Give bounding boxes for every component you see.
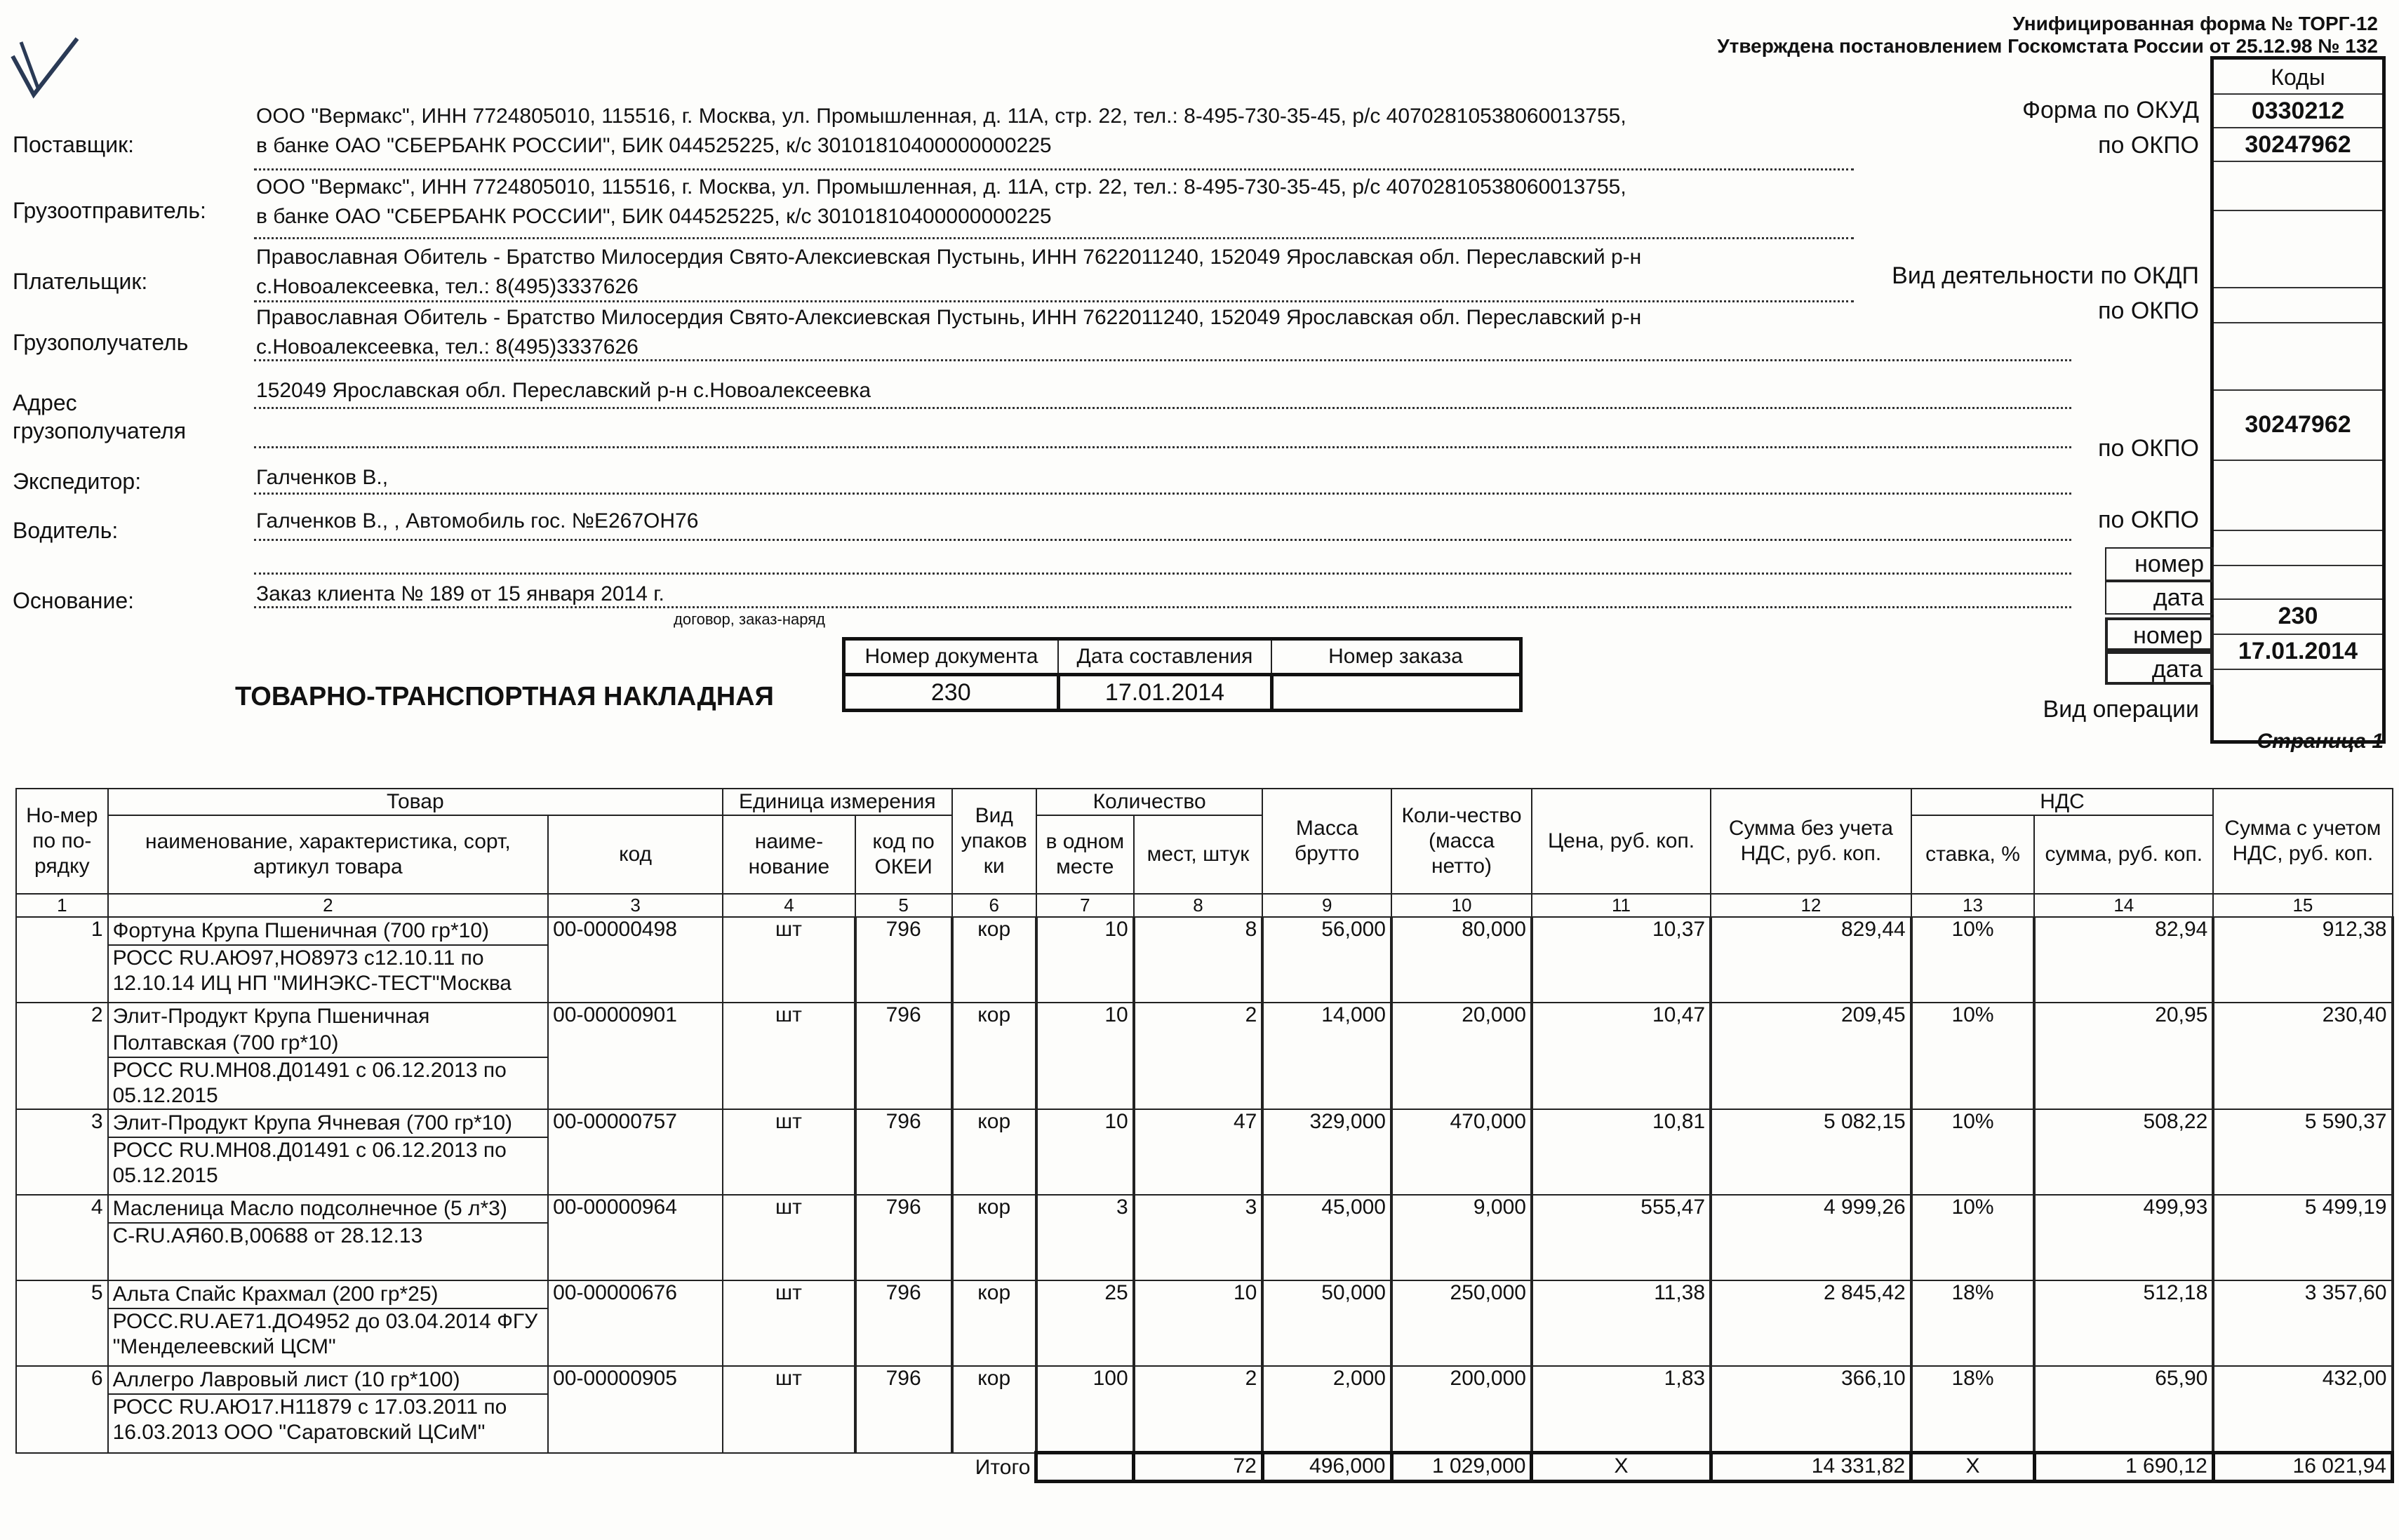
cell-sum: 5 082,15 xyxy=(1711,1109,1911,1195)
goods-name: Элит-Продукт Крупа Пшеничная Полтавская (700 гр*10) xyxy=(112,1005,430,1054)
cell-places: 3 xyxy=(1134,1195,1263,1280)
form-name: Унифицированная форма № ТОРГ-12 xyxy=(2012,13,2378,34)
shipper-line1: ООО "Вермакс", ИНН 7724805010, 115516, г. Москва, ул. Промышленная, д. 11А, стр. 22, тел.: 8-495-730-35-45, р/с 40702810538060013755, xyxy=(256,175,1626,199)
col-unit-okei: код по ОКЕИ xyxy=(855,815,952,894)
col-number: 15 xyxy=(2213,894,2392,917)
cell-net: 250,000 xyxy=(1391,1280,1532,1366)
okpo2-label: по ОКПО xyxy=(2098,297,2199,324)
table-row xyxy=(16,1109,2393,1195)
col-net: Коли-чество (масса нетто) xyxy=(1391,789,1532,894)
cell-pack: кор xyxy=(952,1003,1036,1109)
cell-net: 80,000 xyxy=(1391,917,1532,1003)
col-number: 10 xyxy=(1391,894,1532,917)
col-sum: Сумма без учета НДС, руб. коп. xyxy=(1711,789,1911,894)
col-price: Цена, руб. коп. xyxy=(1532,789,1711,894)
data2-value: 17.01.2014 xyxy=(2214,634,2382,670)
col-number: 2 xyxy=(108,894,549,917)
goods-name-cell xyxy=(108,1280,549,1366)
cell-vat: 512,18 xyxy=(2034,1280,2213,1366)
cell-okei: 796 xyxy=(855,1195,952,1280)
forwarder-value: Галченков В., xyxy=(256,466,389,489)
cell-unit: шт xyxy=(723,1195,855,1280)
cell-code: 00-00000905 xyxy=(548,1366,723,1453)
cell-net: 20,000 xyxy=(1391,1003,1532,1109)
supplier-line2: в банке ОАО "СБЕРБАНК РОССИИ", БИК 044525225, к/с 30101810400000000225 xyxy=(256,134,1052,157)
cell-rate: 10% xyxy=(1911,917,2034,1003)
col-goods: Товар xyxy=(108,789,723,815)
cell-net: 200,000 xyxy=(1391,1366,1532,1453)
totals-total: 16 021,94 xyxy=(2213,1453,2392,1482)
cell-rate: 10% xyxy=(1911,1109,2034,1195)
payer-line1: Православная Обитель - Братство Милосердия Свято-Алексиевская Пустынь, ИНН 7622011240, 152049 Ярославская обл. Переславский р-н xyxy=(256,246,1642,269)
cell-rate: 10% xyxy=(1911,1003,2034,1109)
cell-pack: кор xyxy=(952,1366,1036,1453)
cell-pack: кор xyxy=(952,917,1036,1003)
totals-row xyxy=(16,1453,2393,1482)
doc-order-header: Номер заказа xyxy=(1271,639,1521,675)
cell-total: 5 590,37 xyxy=(2213,1109,2392,1195)
cell-gross: 45,000 xyxy=(1262,1195,1391,1280)
nomer-label: номер xyxy=(2105,547,2214,581)
cell-gross: 2,000 xyxy=(1262,1366,1391,1453)
col-vat: НДС xyxy=(1911,789,2214,815)
forwarder-label: Экспедитор: xyxy=(13,469,142,494)
cell-price: 10,81 xyxy=(1532,1109,1711,1195)
totals-vat: 1 690,12 xyxy=(2034,1453,2213,1482)
totals-sum: 14 331,82 xyxy=(1711,1453,1911,1482)
form-approval: Утверждена постановлением Госкомстата России от 25.12.98 № 132 xyxy=(1717,35,2378,57)
col-number: 13 xyxy=(1911,894,2034,917)
cell-vat: 82,94 xyxy=(2034,917,2213,1003)
cell-code: 00-00000757 xyxy=(548,1109,723,1195)
cell-code: 00-00000676 xyxy=(548,1280,723,1366)
col-qty-in-place: в одном месте xyxy=(1036,815,1134,894)
document-header-table xyxy=(842,637,1523,712)
goods-name: Альта Спайс Крахмал (200 гр*25) xyxy=(112,1283,439,1306)
okpo-label: по ОКПО xyxy=(2098,132,2199,159)
operation-label: Вид операции xyxy=(2043,696,2199,723)
col-goods-code: код xyxy=(548,815,723,894)
cell-vat: 65,90 xyxy=(2034,1366,2213,1453)
nomer2-value: 230 xyxy=(2214,598,2382,635)
col-number: 5 xyxy=(855,894,952,917)
goods-name-cell xyxy=(108,1195,549,1280)
col-unit: Единица измерения xyxy=(723,789,951,815)
col-qty-places: мест, штук xyxy=(1134,815,1263,894)
doc-number-value: 230 xyxy=(844,675,1059,711)
col-number: 8 xyxy=(1134,894,1263,917)
codes-block xyxy=(2210,56,2386,744)
address-value: 152049 Ярославская обл. Переславский р-н с.Новоалексеевка xyxy=(256,379,871,402)
goods-certificate: С-RU.АЯ60.В,00688 от 28.12.13 xyxy=(109,1222,548,1249)
shipper-line2: в банке ОАО "СБЕРБАНК РОССИИ", БИК 044525225, к/с 30101810400000000225 xyxy=(256,205,1052,228)
cell-sum: 366,10 xyxy=(1711,1366,1911,1453)
col-pack: Вид упаков ки xyxy=(952,789,1036,894)
goods-name-cell xyxy=(108,917,549,1003)
goods-name-cell xyxy=(108,1003,549,1109)
cell-okei: 796 xyxy=(855,1003,952,1109)
consignee-line1: Православная Обитель - Братство Милосердия Свято-Алексиевская Пустынь, ИНН 7622011240, 152049 Ярославская обл. Переславский р-н xyxy=(256,306,1642,329)
goods-name: Фортуна Крупа Пшеничная (700 гр*10) xyxy=(112,919,490,942)
cell-sum: 209,45 xyxy=(1711,1003,1911,1109)
cell-gross: 329,000 xyxy=(1262,1109,1391,1195)
cell-total: 3 357,60 xyxy=(2213,1280,2392,1366)
col-number: 14 xyxy=(2034,894,2213,917)
doc-date-header: Дата составления xyxy=(1058,639,1271,675)
table-row xyxy=(16,917,2393,1003)
col-rownum: Но-мер по по-рядку xyxy=(16,789,108,894)
basis-hint: договор, заказ-наряд xyxy=(674,610,825,628)
col-number: 1 xyxy=(16,894,108,917)
cell-per: 3 xyxy=(1036,1195,1134,1280)
goods-name-cell xyxy=(108,1109,549,1195)
codes-title: Коды xyxy=(2214,60,2382,95)
cell-unit: шт xyxy=(723,1003,855,1109)
table-row xyxy=(16,1195,2393,1280)
cell-per: 10 xyxy=(1036,1109,1134,1195)
cell-n: 1 xyxy=(16,917,108,1003)
cell-price: 1,83 xyxy=(1532,1366,1711,1453)
cell-rate: 18% xyxy=(1911,1280,2034,1366)
cell-rate: 10% xyxy=(1911,1195,2034,1280)
cell-okei: 796 xyxy=(855,1109,952,1195)
cell-gross: 56,000 xyxy=(1262,917,1391,1003)
okpo-value: 30247962 xyxy=(2214,127,2382,162)
cell-code: 00-00000901 xyxy=(548,1003,723,1109)
driver-label: Водитель: xyxy=(13,518,119,543)
okpo4-label: по ОКПО xyxy=(2098,507,2199,533)
cell-places: 2 xyxy=(1134,1003,1263,1109)
goods-table xyxy=(15,788,2394,1483)
document-title: ТОВАРНО-ТРАНСПОРТНАЯ НАКЛАДНАЯ xyxy=(235,682,774,711)
cell-total: 432,00 xyxy=(2213,1366,2392,1453)
col-unit-name: наиме-нование xyxy=(723,815,855,894)
page-number: Страница 1 xyxy=(2257,730,2384,753)
goods-certificate: РОСС RU.АЮ97,НО8973 с12.10.11 по 12.10.14 ИЦ НП "МИНЭКС-ТЕСТ"Москва xyxy=(109,944,548,996)
shipper-label: Грузоотправитель: xyxy=(13,198,206,223)
consignee-line2: с.Новоалексеевка, тел.: 8(495)3337626 xyxy=(256,335,639,359)
payer-line2: с.Новоалексеевка, тел.: 8(495)3337626 xyxy=(256,275,639,298)
cell-price: 10,47 xyxy=(1532,1003,1711,1109)
cell-per: 25 xyxy=(1036,1280,1134,1366)
cell-sum: 829,44 xyxy=(1711,917,1911,1003)
cell-places: 10 xyxy=(1134,1280,1263,1366)
col-quantity: Количество xyxy=(1036,789,1262,815)
cell-unit: шт xyxy=(723,1280,855,1366)
col-number: 12 xyxy=(1711,894,1911,917)
cell-okei: 796 xyxy=(855,1280,952,1366)
col-total: Сумма с учетом НДС, руб. коп. xyxy=(2213,789,2392,894)
cell-per: 10 xyxy=(1036,917,1134,1003)
table-row xyxy=(16,1280,2393,1366)
cell-price: 555,47 xyxy=(1532,1195,1711,1280)
data-label: дата xyxy=(2105,581,2214,615)
basis-label: Основание: xyxy=(13,588,135,613)
okdp-label: Вид деятельности по ОКДП xyxy=(1892,262,2199,289)
cell-price: 11,38 xyxy=(1532,1280,1711,1366)
cell-total: 912,38 xyxy=(2213,917,2392,1003)
goods-name-cell xyxy=(108,1366,549,1453)
goods-certificate: РОСС RU.МН08.Д01491 с 06.12.2013 по 05.12.2015 xyxy=(109,1137,548,1189)
col-number: 7 xyxy=(1036,894,1134,917)
check-mark-icon xyxy=(7,28,84,105)
cell-sum: 2 845,42 xyxy=(1711,1280,1911,1366)
cell-gross: 50,000 xyxy=(1262,1280,1391,1366)
cell-gross: 14,000 xyxy=(1262,1003,1391,1109)
cell-rate: 18% xyxy=(1911,1366,2034,1453)
col-vat-sum: сумма, руб. коп. xyxy=(2034,815,2213,894)
totals-net: 1 029,000 xyxy=(1391,1453,1532,1482)
address-label-1: Адрес xyxy=(13,390,77,415)
goods-certificate: РОСС.RU.АЕ71.ДО4952 до 03.04.2014 ФГУ "Менделеевский ЦСМ" xyxy=(109,1308,548,1360)
totals-rate: X xyxy=(1911,1453,2034,1482)
goods-name: Аллегро Лавровый лист (10 гр*100) xyxy=(112,1368,460,1391)
totals-places: 72 xyxy=(1134,1453,1263,1482)
doc-order-value xyxy=(1271,675,1521,711)
cell-unit: шт xyxy=(723,1109,855,1195)
consignee-label: Грузополучатель xyxy=(13,330,189,355)
cell-n: 3 xyxy=(16,1109,108,1195)
goods-certificate: РОСС RU.МН08.Д01491 с 06.12.2013 по 05.12.2015 xyxy=(109,1057,548,1109)
supplier-line1: ООО "Вермакс", ИНН 7724805010, 115516, г. Москва, ул. Промышленная, д. 11А, стр. 22, тел.: 8-495-730-35-45, р/с 40702810538060013755, xyxy=(256,105,1626,128)
cell-vat: 508,22 xyxy=(2034,1109,2213,1195)
cell-n: 6 xyxy=(16,1366,108,1453)
cell-code: 00-00000964 xyxy=(548,1195,723,1280)
totals-price: X xyxy=(1532,1453,1711,1482)
col-gross: Масса брутто xyxy=(1262,789,1391,894)
address-label-2: грузополучателя xyxy=(13,418,187,443)
goods-certificate: РОСС RU.АЮ17.Н11879 с 17.03.2011 по 16.03.2013 ООО "Саратовский ЦСиМ" xyxy=(109,1393,548,1445)
cell-net: 470,000 xyxy=(1391,1109,1532,1195)
cell-n: 4 xyxy=(16,1195,108,1280)
cell-per: 10 xyxy=(1036,1003,1134,1109)
okpo3-value: 30247962 xyxy=(2214,389,2382,461)
cell-places: 2 xyxy=(1134,1366,1263,1453)
cell-n: 2 xyxy=(16,1003,108,1109)
cell-per: 100 xyxy=(1036,1366,1134,1453)
cell-places: 8 xyxy=(1134,917,1263,1003)
cell-n: 5 xyxy=(16,1280,108,1366)
cell-okei: 796 xyxy=(855,1366,952,1453)
supplier-label: Поставщик: xyxy=(13,132,134,157)
cell-total: 230,40 xyxy=(2213,1003,2392,1109)
okpo3-label: по ОКПО xyxy=(2098,435,2199,462)
cell-places: 47 xyxy=(1134,1109,1263,1195)
doc-number-header: Номер документа xyxy=(844,639,1059,675)
okud-value: 0330212 xyxy=(2214,93,2382,128)
cell-unit: шт xyxy=(723,1366,855,1453)
totals-label: Итого xyxy=(16,1453,1036,1482)
cell-okei: 796 xyxy=(855,917,952,1003)
cell-unit: шт xyxy=(723,917,855,1003)
data2-label: дата xyxy=(2105,651,2214,685)
basis-value: Заказ клиента № 189 от 15 января 2014 г. xyxy=(256,582,664,605)
cell-total: 5 499,19 xyxy=(2213,1195,2392,1280)
col-number: 6 xyxy=(952,894,1036,917)
col-number: 9 xyxy=(1262,894,1391,917)
col-number: 3 xyxy=(548,894,723,917)
doc-date-value: 17.01.2014 xyxy=(1058,675,1271,711)
cell-vat: 499,93 xyxy=(2034,1195,2213,1280)
goods-name: Масленица Масло подсолнечное (5 л*3) xyxy=(112,1197,507,1220)
cell-price: 10,37 xyxy=(1532,917,1711,1003)
cell-code: 00-00000498 xyxy=(548,917,723,1003)
table-row xyxy=(16,1366,2393,1453)
nomer2-label: номер xyxy=(2105,617,2214,651)
okud-label: Форма по ОКУД xyxy=(2022,97,2199,123)
col-goods-name: наименование, характеристика, сорт, артикул товара xyxy=(108,815,549,894)
col-number: 4 xyxy=(723,894,855,917)
payer-label: Плательщик: xyxy=(13,269,148,294)
cell-pack: кор xyxy=(952,1109,1036,1195)
col-vat-rate: ставка, % xyxy=(1911,815,2034,894)
cell-sum: 4 999,26 xyxy=(1711,1195,1911,1280)
col-number: 11 xyxy=(1532,894,1711,917)
cell-pack: кор xyxy=(952,1195,1036,1280)
cell-pack: кор xyxy=(952,1280,1036,1366)
column-numbers-row xyxy=(16,894,2393,917)
totals-gross: 496,000 xyxy=(1262,1453,1391,1482)
goods-name: Элит-Продукт Крупа Ячневая (700 гр*10) xyxy=(112,1111,513,1134)
cell-vat: 20,95 xyxy=(2034,1003,2213,1109)
driver-value: Галченков В., , Автомобиль гос. №Е267ОН76 xyxy=(256,509,699,533)
table-row xyxy=(16,1003,2393,1109)
cell-net: 9,000 xyxy=(1391,1195,1532,1280)
